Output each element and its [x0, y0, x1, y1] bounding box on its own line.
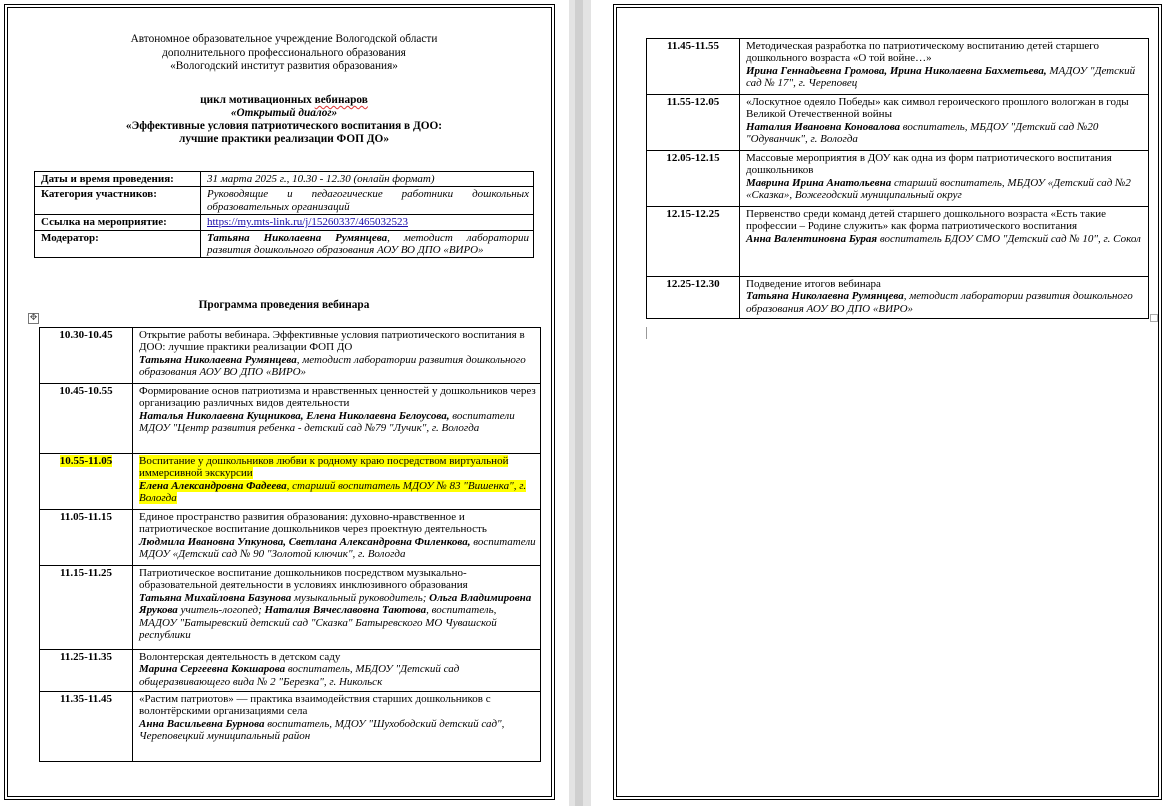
speaker-position: воспитатели МДОУ "Центр развития ребенка - детский сад №79 "Лучик", г. Вологда: [139, 409, 515, 435]
speaker-position: МАДОУ "Детский сад № 17", г. Череповец: [746, 64, 1136, 90]
speaker-name: Татьяна Николаевна Румянцева: [139, 353, 297, 366]
info-row-link: [35, 215, 534, 230]
time-cell: 11.35-11.45: [40, 692, 133, 762]
speaker-position: воспитатель, МБДОУ "Детский сад №20 "Одуванчик", г. Вологда: [746, 120, 1099, 146]
speaker-name-3: Наталия Вячеславовна Таютова: [264, 604, 427, 617]
speaker-position-2: учитель-логопед;: [177, 604, 265, 617]
program-row: [40, 384, 541, 454]
category-value: Руководящие и педагогические работники дошкольных образовательных организаций: [201, 187, 534, 215]
program-row: [40, 650, 541, 692]
item-cell: [133, 566, 541, 650]
table-move-handle-icon[interactable]: ✥: [29, 313, 38, 323]
item-cell: [740, 151, 1149, 207]
page-gap: [569, 0, 591, 806]
topic-text: «Растим патриотов» — практика взаимодействия старших дошкольников с волонтёрскими организациями села: [139, 693, 491, 718]
program-row: [647, 95, 1149, 151]
speaker-name: Людмила Ивановна Упкунова, Светлана Александровна Филенкова,: [139, 535, 471, 548]
header-line-3: «Вологодский институт развития образования»: [170, 60, 398, 72]
program-row-highlighted: [40, 454, 541, 510]
link-label: Ссылка на мероприятие:: [35, 215, 201, 230]
item-cell: [740, 277, 1149, 319]
topic-text: Открытие работы вебинара. Эффективные условия патриотического воспитания в ДОО: лучшие практики реализации ФОП ДО: [139, 329, 525, 354]
speaker-position: музыкальный руководитель;: [291, 591, 430, 604]
speaker-position: , методист лаборатории развития дошкольного образования АОУ ВО ДПО «ВИРО»: [746, 290, 1133, 315]
time-cell: 12.15-12.25: [647, 207, 740, 277]
time-cell: 11.55-12.05: [647, 95, 740, 151]
category-label: Категория участников:: [35, 187, 201, 215]
item-cell: [133, 510, 541, 566]
speaker-name: Ирина Геннадьевна Громова, Ирина Николаевна Бахметьева,: [746, 64, 1047, 77]
cycle-line: [40, 94, 528, 107]
speaker-name: Елена Александровна Фадеева: [139, 479, 287, 492]
moderator-position: , методист лаборатории развития дошкольного образования АОУ ВО ДПО «ВИРО»: [207, 231, 529, 257]
speaker-position: , методист лаборатории развития дошкольного образования АОУ ВО ДПО «ВИРО»: [139, 353, 526, 379]
speaker-position: воспитатель БДОУ СМО "Детский сад № 10", г. Сокол: [877, 232, 1141, 245]
time-highlight: 10.55-11.05: [59, 455, 113, 467]
header-line-1: Автономное образовательное учреждение Вологодской области: [130, 33, 438, 45]
speaker-name-2: Ольга Владимировна Ярукова: [139, 591, 532, 617]
item-cell: [133, 384, 541, 454]
time-cell: [40, 454, 133, 510]
dates-value: 31 марта 2025 г., 10.30 - 12.30 (онлайн формат): [201, 172, 534, 187]
info-row-category: [35, 187, 534, 215]
speaker-position: старший воспитатель, МБДОУ «Детский сад №2 «Сказка», Вожегодский муниципальный округ: [746, 176, 1131, 202]
speaker-name: Анна Валентиновна Бурая: [746, 232, 878, 245]
program-row: [40, 328, 541, 384]
time-cell: 11.25-11.35: [40, 650, 133, 692]
topic-text: Первенство среди команд детей старшего дошкольного возраста «Есть такие профессии – Родине служить» как форма патриотического воспитания: [746, 208, 1107, 233]
moderator-value: [201, 230, 534, 258]
speaker-position: , старший воспитатель МДОУ № 83 "Вишенка", г. Вологда: [139, 479, 527, 505]
info-row-moderator: [35, 230, 534, 258]
topic-text: «Лоскутное одеяло Победы» как символ героического прошлого вологжан в годы Великой Отечественной войны: [746, 96, 1129, 121]
item-cell: [133, 454, 541, 510]
main-title-2: лучшие практики реализации ФОП ДО»: [179, 133, 389, 145]
time-cell: 11.45-11.55: [647, 39, 740, 95]
dialog-line: «Открытый диалог»: [230, 107, 338, 119]
time-cell: 11.15-11.25: [40, 566, 133, 650]
speaker-name: Татьяна Михайловна Базунова: [139, 591, 292, 604]
speaker-name: Татьяна Николаевна Румянцева: [746, 290, 904, 303]
webinar-title: [40, 94, 528, 146]
speaker-name: Марина Сергеевна Кокшарова: [139, 663, 286, 676]
time-cell: 11.05-11.15: [40, 510, 133, 566]
moderator-name: Татьяна Николаевна Румянцева: [207, 231, 388, 244]
program-table-page2: [646, 38, 1149, 319]
time-cell: 12.25-12.30: [647, 277, 740, 319]
speaker-position: воспитатели МДОУ «Детский сад № 90 "Золотой ключик", г. Вологда: [139, 535, 536, 561]
speaker-position: воспитатель, МДОУ "Шухободский детский сад", Череповецкий муниципальный район: [139, 717, 505, 743]
item-cell: [740, 39, 1149, 95]
organization-header: [40, 33, 528, 74]
speaker-name: Анна Васильевна Бурнова: [139, 717, 265, 730]
speaker-name: Наталия Ивановна Коновалова: [746, 120, 901, 133]
topic-text: Формирование основ патриотизма и нравственных ценностей у дошкольников через организацию различных видов деятельности: [139, 385, 536, 410]
time-cell: 12.05-12.15: [647, 151, 740, 207]
item-cell: [740, 207, 1149, 277]
moderator-label: Модератор:: [35, 230, 201, 258]
program-row: [647, 151, 1149, 207]
topic-text: Патриотическое воспитание дошкольников посредством музыкально-образовательной деятельности в условиях инклюзивного образования: [139, 567, 468, 592]
topic-text: Подведение итогов вебинара: [746, 278, 881, 290]
speaker-position-3: , воспитатель, МАДОУ "Батыревский детский сад "Сказка" Батыревского МО Чувашской республики: [139, 604, 497, 642]
table-resize-handle[interactable]: [1150, 314, 1158, 322]
topic-text: Методическая разработка по патриотическому воспитанию детей старшего дошкольного возраста «О той войне…»: [746, 40, 1100, 65]
program-row: [40, 566, 541, 650]
info-table: [34, 171, 534, 258]
program-row: [40, 510, 541, 566]
speaker-name: Маврина Ирина Анатольевна: [746, 176, 892, 189]
header-line-2: дополнительного профессионального образования: [162, 46, 406, 59]
item-cell: [133, 692, 541, 762]
cycle-word: вебинаров: [314, 94, 368, 106]
topic-text: Массовые мероприятия в ДОУ как одна из форм патриотического воспитания дошкольников: [746, 152, 1112, 177]
item-cell: [740, 95, 1149, 151]
dates-label: Даты и время проведения:: [35, 172, 201, 187]
event-link[interactable]: https://my.mts-link.ru/j/15260337/465032523: [201, 215, 534, 230]
time-cell: 10.30-10.45: [40, 328, 133, 384]
main-title-1: «Эффективные условия патриотического воспитания в ДОО:: [125, 120, 443, 132]
info-row-dates: [35, 172, 534, 187]
program-row: [647, 207, 1149, 277]
topic-text: Единое пространство развития образования: духовно-нравственное и патриотическое воспитание дошкольников через проектную деятельность: [139, 511, 487, 536]
time-cell: 10.45-10.55: [40, 384, 133, 454]
program-row: [40, 692, 541, 762]
item-cell: [133, 328, 541, 384]
program-row: [647, 277, 1149, 319]
program-table-page1: [39, 327, 541, 762]
scroll-edge: [575, 0, 583, 806]
cycle-text: цикл мотивационных: [200, 94, 315, 106]
program-title: Программа проведения вебинара: [198, 299, 370, 311]
topic-text: Волонтерская деятельность в детском саду: [139, 651, 341, 663]
speaker-name: Наталья Николаевна Кущникова, Елена Николаевна Белоусова,: [139, 409, 450, 422]
topic-text: Воспитание у дошкольников любви к родному краю посредством виртуальной иммерсивной экскурсии: [139, 455, 509, 480]
text-cursor: [646, 327, 647, 339]
program-row: [647, 39, 1149, 95]
speaker-position: воспитатель, МБДОУ "Детский сад общеразвивающего вида № 2 "Березка", г. Никольск: [139, 663, 460, 688]
item-cell: [133, 650, 541, 692]
